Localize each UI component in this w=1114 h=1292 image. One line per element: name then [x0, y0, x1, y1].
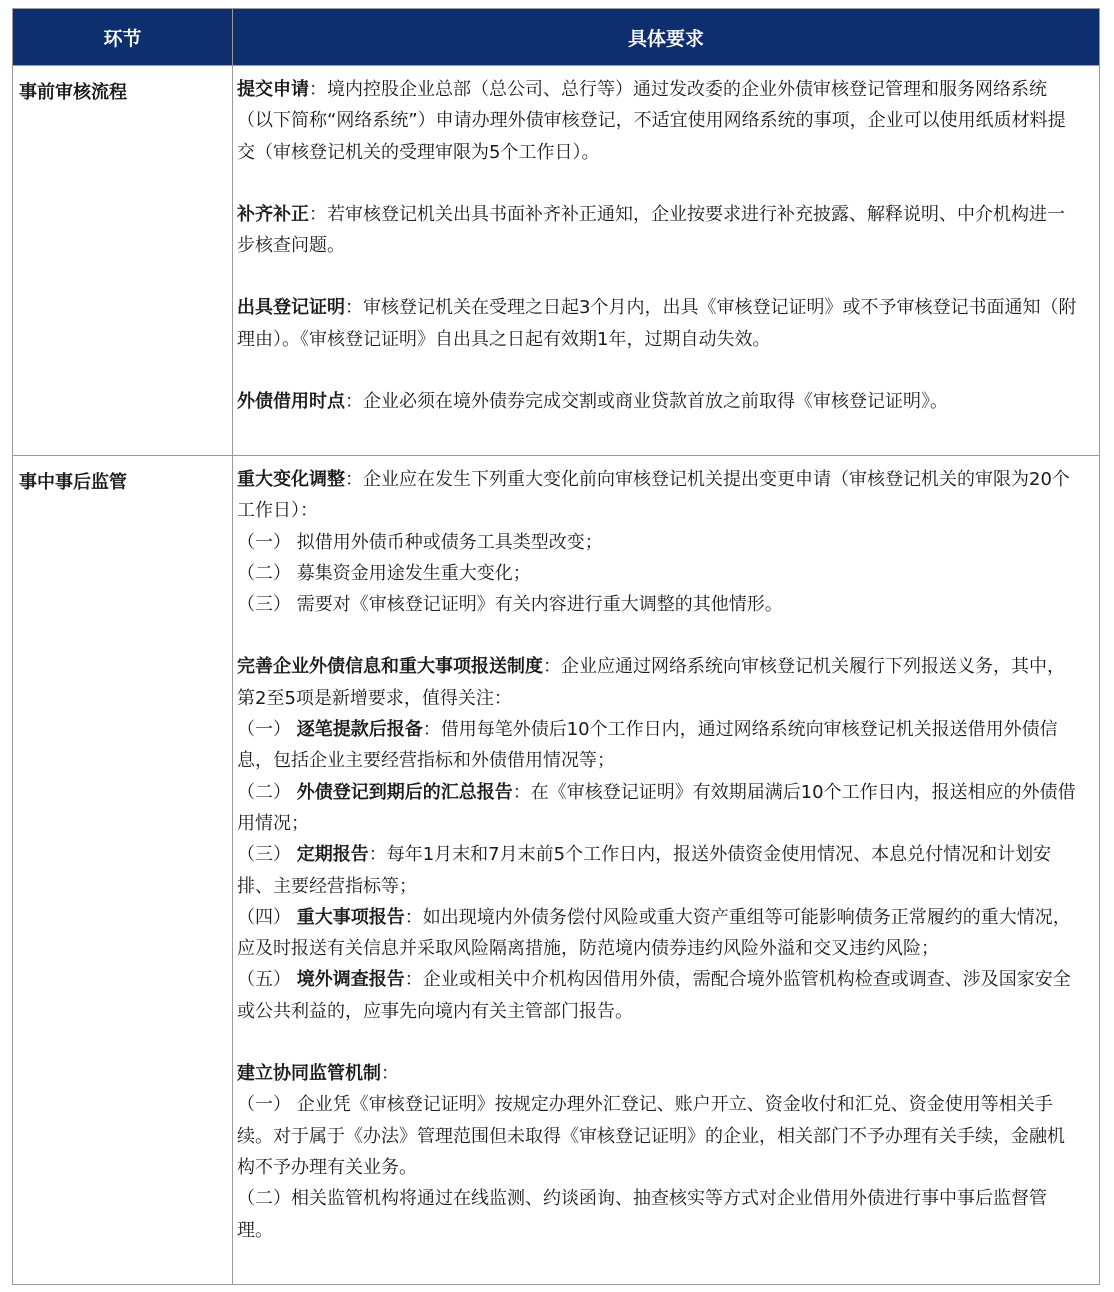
paragraph-major-change: 重大变化调整：企业应在发生下列重大变化前向审核登记机关提出变更申请（审核登记机关的审限为20个工作日）： [237, 469, 1070, 522]
paragraph-label: 重大变化调整 [237, 469, 345, 490]
table-row [13, 456, 1100, 1285]
item-label: 重大事项报告 [296, 906, 405, 928]
paragraph-text: 企业应在发生下列重大变化前向审核登记机关提出变更申请（审核登记机关的审限为20个工作日）： [237, 469, 1070, 522]
list-item: （四） 重大事项报告：如出现境内外债务偿付风险或重大资产重组等可能影响债务正常履约的重大情况，应及时报送有关信息并采取风险隔离措施，防范境内债券违约风险外溢和交叉违约风险； [237, 906, 1071, 960]
stage-cell: 事前审核流程 [13, 66, 233, 456]
paragraph-timing: 外债借用时点：企业必须在境外债券完成交割或商业贷款首放之前取得《审核登记证明》。 [237, 391, 948, 413]
list-item: （三） 需要对《审核登记证明》有关内容进行重大调整的其他情形。 [237, 594, 783, 616]
header-stage: 环节 [13, 9, 233, 66]
paragraph-text: 若审核登记机关出具书面补齐补正通知，企业按要求进行补充披露、解释说明、中介机构进一步核查问题。 [237, 203, 1065, 257]
item-label: 定期报告 [296, 844, 369, 866]
item-text: 企业或相关中介机构因借用外债，需配合境外监管机构检查或调查、涉及国家安全或公共利益的，应事先向境内有关主管部门报告。 [237, 969, 1071, 1022]
requirements-cell [233, 66, 1100, 456]
paragraph-label: 提交申请 [237, 79, 309, 100]
paragraph-label: 补齐补正 [237, 203, 309, 225]
paragraph-text: 审核登记机关在受理之日起3个月内，出具《审核登记证明》或不予审核登记书面通知（附理由）。《审核登记证明》自出具之日起有效期1年，过期自动失效。 [237, 297, 1077, 350]
paragraph-label: 出具登记证明 [237, 297, 345, 319]
item-label: 外债登记到期后的汇总报告 [296, 781, 513, 803]
item-text: 每年1月末和7月末前5个工作日内，报送外债资金使用情况、本息兑付情况和计划安排、主要经营指标等； [237, 844, 1052, 897]
list-item: （二） 外债登记到期后的汇总报告：在《审核登记证明》有效期届满后10个工作日内，报送相应的外债借用情况； [237, 781, 1076, 834]
requirements-cell [233, 456, 1100, 1285]
item-label: 逐笔提款后报备 [296, 719, 423, 741]
stage-cell: 事中事后监管 [13, 456, 233, 1285]
paragraph-supplement: 补齐补正：若审核登记机关出具书面补齐补正通知，企业按要求进行补充披露、解释说明、中介机构进一步核查问题。 [237, 203, 1065, 257]
header-requirements: 具体要求 [233, 9, 1100, 66]
table-row [13, 66, 1100, 456]
paragraph-label: 完善企业外债信息和重大事项报送制度 [237, 656, 543, 678]
table-header-row [13, 9, 1100, 66]
item-text: 如出现境内外债务偿付风险或重大资产重组等可能影响债务正常履约的重大情况，应及时报送有关信息并采取风险隔离措施，防范境内债券违约风险外溢和交叉违约风险； [237, 906, 1071, 960]
list-item: （一） 拟借用外债币种或债务工具类型改变； [237, 531, 603, 553]
list-item: （五） 境外调查报告：企业或相关中介机构因借用外债，需配合境外监管机构检查或调查、涉及国家安全或公共利益的，应事先向境内有关主管部门报告。 [237, 969, 1071, 1022]
requirements-table [12, 8, 1100, 1285]
paragraph-text: 企业应通过网络系统向审核登记机关履行下列报送义务，其中，第2至5项是新增要求，值得关注： [237, 656, 1065, 709]
paragraph-text: 企业必须在境外债券完成交割或商业贷款首放之前取得《审核登记证明》。 [363, 391, 948, 413]
list-item: （三） 定期报告：每年1月末和7月末前5个工作日内，报送外债资金使用情况、本息兑付情况和计划安排、主要经营指标等； [237, 844, 1052, 897]
item-label: 境外调查报告 [296, 969, 405, 991]
list-item: （二）相关监管机构将通过在线监测、约谈函询、抽查核实等方式对企业借用外债进行事中事后监督管理。 [237, 1188, 1047, 1241]
list-item: （一） 企业凭《审核登记证明》按规定办理外汇登记、账户开立、资金收付和汇兑、资金使用等相关手续。对于属于《办法》管理范围但未取得《审核登记证明》的企业，相关部门不予办理有关手续，金融机构不予办理有关业务。 [237, 1094, 1065, 1178]
paragraph-submit: 提交申请：境内控股企业总部（总公司、总行等）通过发改委的企业外债审核登记管理和服务网络系统（以下简称“网络系统”）申请办理外债审核登记，不适宜使用网络系统的事项，企业可以使用纸质材料提交（审核登记机关的受理审限为5个工作日）。 [237, 79, 1066, 163]
item-text: 借用每笔外债后10个工作日内，通过网络系统向审核登记机关报送借用外债信息，包括企业主要经营指标和外债借用情况等； [237, 719, 1058, 772]
list-item: （二） 募集资金用途发生重大变化； [237, 562, 531, 584]
paragraph-coordination: 建立协同监管机制： [237, 1063, 399, 1085]
paragraph-label: 建立协同监管机制 [237, 1063, 381, 1085]
paragraph-certificate: 出具登记证明：审核登记机关在受理之日起3个月内，出具《审核登记证明》或不予审核登记书面通知（附理由）。《审核登记证明》自出具之日起有效期1年，过期自动失效。 [237, 297, 1077, 350]
list-item: （一） 逐笔提款后报备：借用每笔外债后10个工作日内，通过网络系统向审核登记机关报送借用外债信息，包括企业主要经营指标和外债借用情况等； [237, 719, 1058, 772]
paragraph-reporting-system: 完善企业外债信息和重大事项报送制度：企业应通过网络系统向审核登记机关履行下列报送义务，其中，第2至5项是新增要求，值得关注： [237, 656, 1065, 709]
paragraph-label: 外债借用时点 [237, 391, 345, 413]
item-text: 在《审核登记证明》有效期届满后10个工作日内，报送相应的外债借用情况； [237, 781, 1076, 834]
paragraph-text: 境内控股企业总部（总公司、总行等）通过发改委的企业外债审核登记管理和服务网络系统（以下简称“网络系统”）申请办理外债审核登记，不适宜使用网络系统的事项，企业可以使用纸质材料提交（审核登记机关的受理审限为5个工作日）。 [237, 79, 1066, 163]
